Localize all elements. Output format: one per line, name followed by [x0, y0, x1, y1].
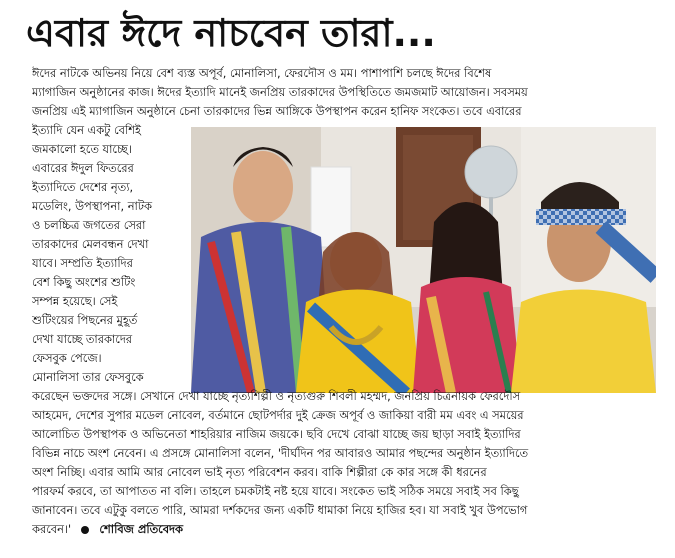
- text-line: সম্পন্ন হয়েছে। সেই: [32, 294, 118, 308]
- text-line: অংশ নিচ্ছি। এবার আমি আর নোবেল ভাই নৃত্য পরিবেশন করব। বাকি শিল্পীরা কে কার সঙ্গে কী ধরনের: [32, 465, 487, 479]
- text-line: ইত্যাদিতে দেশের নৃত্য,: [32, 180, 134, 194]
- text-line: এবারের ঈদুল ফিতরের: [32, 161, 134, 175]
- text-line: শুটিংয়ের পিছনের মুহূর্ত: [32, 313, 138, 327]
- text-line: ইত্যাদি যেন একটু বেশিই: [32, 123, 141, 137]
- text-line: ও চলচ্চিত্র জগতের সেরা: [32, 218, 146, 232]
- text-line: জনপ্রিয় এই ম্যাগাজিন অনুষ্ঠানে চেনা তারকাদের ভিন্ন আঙ্গিকে উপস্থাপন করেন হানিফ সংকেত। তবে এবারের: [32, 104, 522, 118]
- text-line: ঈদের নাটকে অভিনয় নিয়ে বেশ ব্যস্ত অপূর্ব, মোনালিসা, ফেরদৌস ও মম। পাশাপাশি চলছে ঈদের বিশেষ: [32, 66, 492, 80]
- text-line: জমকালো হতে যাচ্ছে।: [32, 142, 132, 156]
- text-line: যাবে। সম্প্রতি ইত্যাদির: [32, 256, 133, 270]
- text-line: মডেলিং, উপস্থাপনা, নাটক: [32, 199, 152, 213]
- left-column-text: [32, 121, 182, 387]
- bullet-icon: [81, 526, 89, 534]
- body-paragraph: [32, 387, 664, 539]
- text-line: ফেসবুক পেজে।: [32, 351, 102, 365]
- text-line: ম্যাগাজিন অনুষ্ঠানের কাজ। ঈদের ইত্যাদি মানেই জনপ্রিয় তারকাদের উপস্থিতিতে জমজমাট আয়োজন। সবসময়: [32, 85, 528, 99]
- text-line: তারকাদের মেলবন্ধন দেখা: [32, 237, 149, 251]
- closing-line: [32, 520, 664, 539]
- text-line: আলোচিত উপস্থাপক ও অভিনেতা শাহরিয়ার নাজিম জয়কে। ছবি দেখে বোঝা যাচ্ছে জয় ছাড়া সবাই ইত্যাদির: [32, 427, 521, 441]
- headline: এবার ঈদে নাচবেন তারা...: [26, 11, 436, 55]
- text-line: দেখা যাচ্ছে তারকাদের: [32, 332, 133, 346]
- text-line: বেশ কিছু অংশের শুটিং: [32, 275, 136, 289]
- text-line: মোনালিসা তার ফেসবুকে: [32, 370, 144, 384]
- last-line-text: করবেন।': [32, 522, 72, 536]
- text-line: করেছেন ভক্তদের সঙ্গে। সেখানে দেখা যাচ্ছে নৃত্যশিল্পী ও নৃত্যগুরু শিবলী মহম্মদ, জনপ্রিয় চিত্রনায়ক ফেরদৌস: [32, 389, 521, 403]
- byline: শোবিজ প্রতিবেদক: [99, 522, 184, 536]
- text-line: পারফর্ম করবে, তা আপাতত না বলি। তাহলে চমকটাই নষ্ট হয়ে যাবে। সংকেত ভাই সঠিক সময়ে সবাই সব কিছু: [32, 484, 519, 498]
- intro-paragraph: [32, 64, 664, 121]
- text-line: আহমেদ, দেশের সুপার মডেল নোবেল, বর্তমানে ছোটপর্দার দুই ক্রেজ অপূর্ব ও জাকিয়া বারী মম এবং এ সময়ের: [32, 408, 524, 422]
- text-line: জানাবেন। তবে এটুকু বলতে পারি, আমরা দর্শকদের জন্য একটি ধামাকা নিয়ে হাজির হব। যা সবাই খুব উপভোগ: [32, 503, 528, 517]
- text-line: বিভিন্ন নাচে অংশ নেবেন। এ প্রসঙ্গে মোনালিসা বলেন, 'দীর্ঘদিন পর আবারও আমার পছন্দের অনুষ্ঠান ইত্যাদিতে: [32, 446, 529, 460]
- article-photo: [191, 127, 656, 393]
